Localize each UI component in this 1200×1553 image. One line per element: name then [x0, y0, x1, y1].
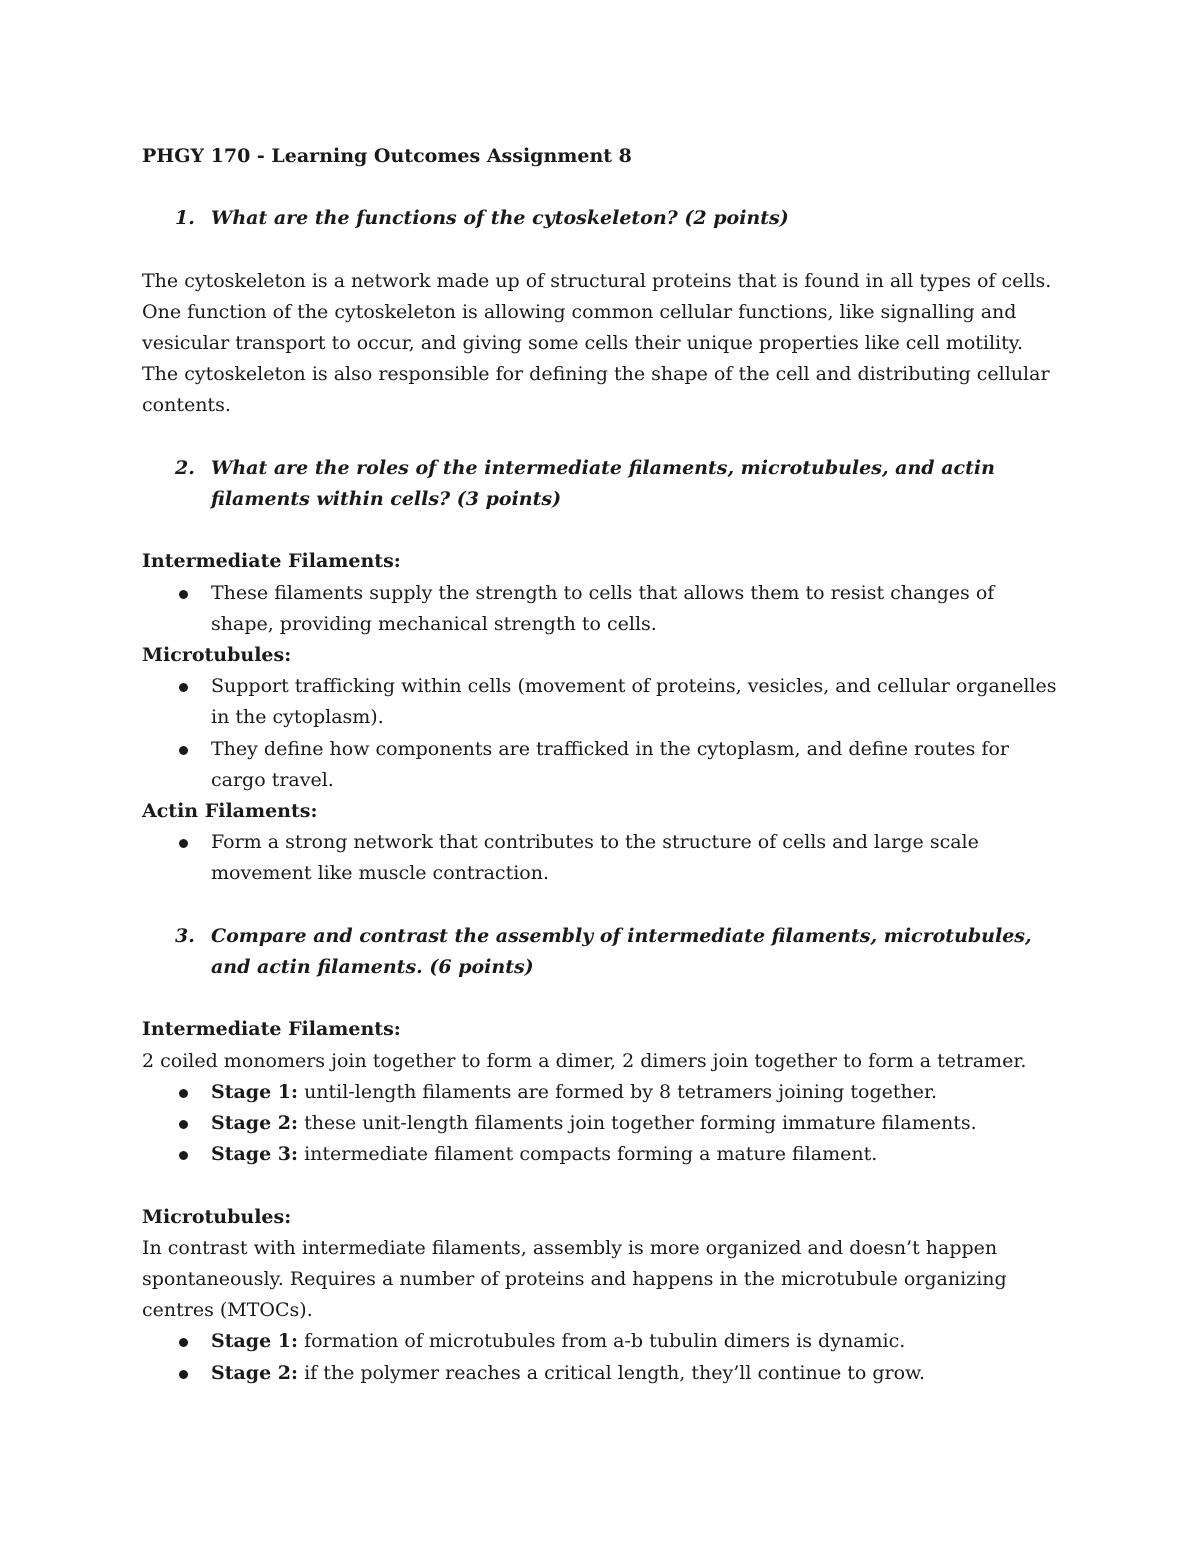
- bullet-icon: [142, 1326, 211, 1357]
- stage-text: intermediate filament compacts forming a mature filament.: [298, 1143, 878, 1166]
- answer-1-paragraph: The cytoskeleton is a network made up of structural proteins that is found in all types of cells. One function of the cytoskeleton is allowing common cellular functions, like signalling and vesicular transport to occur, and giving some cells their unique properties like cell motility. The cytoskeleton is also responsible for defining the shape of the cell and distributing cellular contents.: [142, 269, 1052, 417]
- list-item: [142, 1326, 1060, 1357]
- bullet-list: [142, 827, 1060, 889]
- section-label-intermediate-filaments: Intermediate Filaments:: [142, 1018, 401, 1041]
- question-text: Compare and contrast the assembly of intermediate filaments, microtubules, and actin filaments. (6 points): [211, 924, 1032, 979]
- intro-paragraph: 2 coiled monomers join together to form a dimer, 2 dimers join together to form a tetramer.: [142, 1049, 1027, 1072]
- section-label-actin-filaments: Actin Filaments:: [142, 800, 318, 823]
- question-number: 2.: [175, 456, 195, 479]
- bullet-icon: [142, 671, 211, 733]
- bullet-icon: [142, 1108, 211, 1139]
- list-item: [142, 1108, 1060, 1139]
- stage-list: [142, 1326, 1060, 1388]
- bullet-list: [142, 671, 1060, 796]
- section-label-intermediate-filaments: Intermediate Filaments:: [142, 550, 401, 573]
- list-item: [142, 1077, 1060, 1108]
- stage-text: formation of microtubules from a-b tubulin dimers is dynamic.: [298, 1330, 906, 1353]
- bullet-icon: [142, 1077, 211, 1108]
- bullet-icon: [142, 734, 211, 796]
- list-item: These filaments supply the strength to cells that allows them to resist changes of shape, providing mechanical strength to cells.: [142, 578, 1060, 640]
- question-number: 3.: [175, 924, 195, 947]
- list-item: They define how components are trafficked in the cytoplasm, and define routes for cargo travel.: [142, 734, 1060, 796]
- question-2: [142, 453, 1060, 515]
- stage-label: Stage 3:: [211, 1143, 299, 1166]
- bullet-icon: [142, 1139, 211, 1170]
- stage-text: if the polymer reaches a critical length, they’ll continue to grow.: [298, 1361, 926, 1384]
- question-number: 1.: [175, 207, 195, 230]
- section-label-microtubules: Microtubules:: [142, 644, 292, 666]
- section-label-microtubules: Microtubules:: [142, 1205, 292, 1228]
- bullet-icon: [142, 827, 211, 889]
- stage-text: these unit-length filaments join together forming immature filaments.: [298, 1112, 977, 1135]
- stage-label: Stage 1:: [211, 1330, 299, 1353]
- stage-label: Stage 1:: [211, 1080, 299, 1103]
- bullet-icon: [142, 1358, 211, 1389]
- list-item: Support trafficking within cells (movement of proteins, vesicles, and cellular organelles in the cytoplasm).: [142, 671, 1060, 733]
- question-3: [142, 921, 1060, 983]
- bullet-list: [142, 578, 1060, 640]
- list-item: Form a strong network that contributes to the structure of cells and large scale movement like muscle contraction.: [142, 827, 1060, 889]
- question-text: What are the roles of the intermediate filaments, microtubules, and actin filaments within cells? (3 points): [211, 456, 995, 510]
- stage-text: until-length filaments are formed by 8 tetramers joining together.: [298, 1080, 938, 1103]
- page-title: PHGY 170 - Learning Outcomes Assignment 8: [142, 145, 632, 167]
- stage-label: Stage 2:: [211, 1361, 299, 1384]
- question-text: What are the functions of the cytoskeleton? (2 points): [211, 207, 789, 230]
- stage-list: [142, 1077, 1060, 1171]
- question-1: [142, 203, 1060, 234]
- list-item: [142, 1139, 1060, 1170]
- intro-paragraph: In contrast with intermediate filaments, assembly is more organized and doesn’t happen spontaneously. Requires a number of proteins and happens in the microtubule organizing centres (MTOCs).: [142, 1236, 1007, 1322]
- stage-label: Stage 2:: [211, 1112, 299, 1135]
- list-item: [142, 1358, 1060, 1389]
- bullet-icon: [142, 578, 211, 640]
